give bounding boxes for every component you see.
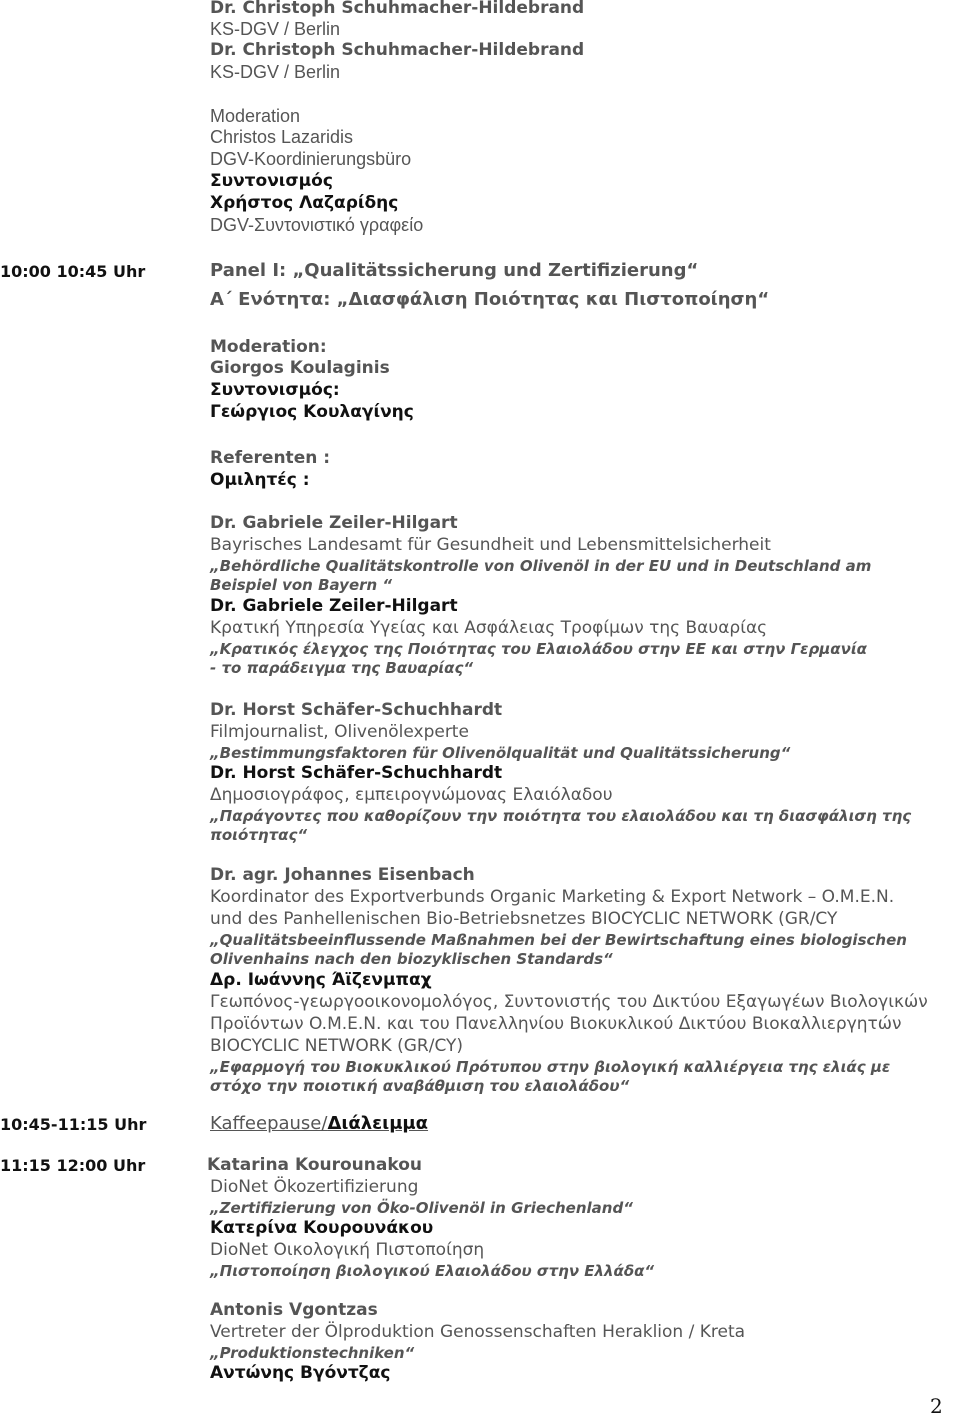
moderator-org: DGV-Koordinierungsbüro bbox=[210, 149, 412, 169]
speaker-org: Bayrisches Landesamt für Gesundheit und Lebensmittelsicherheit bbox=[210, 535, 771, 555]
speaker-name-gr: Dr. Horst Schäfer-Schuchhardt bbox=[210, 763, 503, 783]
chair-org: KS-DGV / Berlin bbox=[210, 19, 341, 39]
speaker-org: Vertreter der Ölproduktion Genossenschaften Heraklion / Kreta bbox=[210, 1322, 746, 1342]
talk-title: Beispiel von Bayern “ bbox=[210, 576, 393, 594]
moderation-label: Moderation bbox=[210, 106, 301, 126]
speaker-name-gr: Αντώνης Βγόντζας bbox=[210, 1363, 391, 1383]
speaker-org-gr: Προϊόντων O.M.E.N. και του Πανελληνίου Βιοκυκλικού Δικτύου Βιοκαλλιεργητών bbox=[210, 1014, 902, 1034]
talk-title: „Qualitätsbeeinflussende Maßnahmen bei der Bewirtschaftung eines biologischen bbox=[210, 931, 907, 949]
speaker-name: Dr. Gabriele Zeiler-Hilgart bbox=[210, 513, 458, 533]
talk-title-gr: στόχο την ποιοτική αναβάθμιση του ελαιολάδου“ bbox=[210, 1077, 630, 1095]
moderator-name: Christos Lazaridis bbox=[210, 127, 354, 147]
panel-title: Panel I: „Qualitätssicherung und Zertifizierung“ bbox=[210, 260, 699, 281]
break-time: 10:45-11:15 Uhr bbox=[0, 1115, 147, 1134]
moderator-name-gr: Χρήστος Λαζαρίδης bbox=[210, 193, 399, 213]
talk-title-gr: „Παράγοντες που καθορίζουν την ποιότητα του ελαιολάδου και τη διασφάλιση της bbox=[210, 807, 912, 825]
talk-title-gr: „Πιστοποίηση βιολογικού Ελαιολάδου στην Ελλάδα“ bbox=[210, 1262, 655, 1280]
speaker-org: Filmjournalist, Olivenölexperte bbox=[210, 722, 469, 742]
speaker-org-gr: Γεωπόνος-γεωργοοικονομολόγος, Συντονιστής του Δικτύου Εξαγωγέων Βιολογικών bbox=[210, 992, 928, 1012]
speaker-name-gr: Δρ. Ιωάννης Άϊζενμπαχ bbox=[210, 970, 432, 990]
speaker-org: DioNet Ökozertifizierung bbox=[210, 1177, 419, 1197]
speaker-org-gr: Δημοσιογράφος, εμπειρογνώμονας Ελαιόλαδου bbox=[210, 785, 613, 805]
speakers-label-gr: Ομιλητές : bbox=[210, 470, 310, 490]
talk-title: „Bestimmungsfaktoren für Olivenölqualität und Qualitätssicherung“ bbox=[210, 744, 791, 762]
speaker-name: Dr. Horst Schäfer-Schuchhardt bbox=[210, 700, 503, 720]
speaker-name: Antonis Vgontzas bbox=[210, 1300, 378, 1320]
speaker-org-gr: Κρατική Υπηρεσία Υγείας και Ασφάλειας Τροφίμων της Βαυαρίας bbox=[210, 618, 768, 638]
break-label bbox=[210, 1114, 428, 1134]
moderator-name-gr: Γεώργιος Κουλαγίνης bbox=[210, 402, 414, 422]
talk-title-gr: - το παράδειγμα της Βαυαρίας“ bbox=[210, 659, 474, 677]
break-label-gr: Διάλειμμα bbox=[327, 1113, 429, 1134]
speaker-org: und des Panhellenischen Bio-Betriebsnetzes BIOCYCLIC NETWORK (GR/CY bbox=[210, 909, 838, 929]
chair-org: KS-DGV / Berlin bbox=[210, 62, 341, 82]
talk-title: „Behördliche Qualitätskontrolle von Olivenöl in der EU und in Deutschland am bbox=[210, 557, 872, 575]
speakers-label: Referenten : bbox=[210, 448, 331, 468]
talk-title-gr: „Κρατικός έλεγχος της Ποιότητας του Ελαιολάδου στην ΕΕ και στην Γερμανία bbox=[210, 640, 867, 658]
talk-title-gr: „Εφαρμογή του Βιοκυκλικού Πρότυπου στην βιολογική καλλιέργεια της ελιάς με bbox=[210, 1058, 891, 1076]
chair-name: Dr. Christoph Schuhmacher-Hildebrand bbox=[210, 40, 585, 60]
session-time: 10:00 10:45 Uhr bbox=[0, 262, 146, 281]
session-time: 11:15 12:00 Uhr bbox=[0, 1156, 146, 1175]
moderator-org-gr: DGV-Συντονιστικό γραφείο bbox=[210, 215, 424, 235]
moderator-name: Giorgos Koulaginis bbox=[210, 358, 390, 378]
panel-title-gr: Α΄ Ενότητα: „Διασφάλιση Ποιότητας και Πιστοποίηση“ bbox=[210, 289, 770, 310]
talk-title: „Produktionstechniken“ bbox=[210, 1344, 415, 1362]
moderation-label: Moderation: bbox=[210, 337, 327, 357]
speaker-name-gr: Κατερίνα Κουρουνάκου bbox=[210, 1218, 434, 1238]
talk-title-gr: ποιότητας“ bbox=[210, 826, 308, 844]
chair-name: Dr. Christoph Schuhmacher-Hildebrand bbox=[210, 0, 585, 18]
talk-title: „Zertifizierung von Öko-Olivenöl in Griechenland“ bbox=[210, 1199, 633, 1217]
speaker-name-gr: Dr. Gabriele Zeiler-Hilgart bbox=[210, 596, 458, 616]
speaker-org-gr: BIOCYCLIC NETWORK (GR/CY) bbox=[210, 1036, 464, 1056]
page-number: 2 bbox=[930, 1394, 943, 1418]
talk-title: Olivenhains nach den biozyklischen Standards“ bbox=[210, 950, 613, 968]
speaker-org-gr: DioNet Οικολογική Πιστοποίηση bbox=[210, 1240, 485, 1260]
speaker-org: Koordinator des Exportverbunds Organic Marketing & Export Network – O.M.E.N. bbox=[210, 887, 895, 907]
speaker-name: Katarina Kourounakou bbox=[207, 1155, 422, 1175]
speaker-name: Dr. agr. Johannes Eisenbach bbox=[210, 865, 475, 885]
moderation-label-gr: Συντονισμός: bbox=[210, 380, 340, 400]
break-label-de: Kaffeepause/ bbox=[210, 1113, 328, 1134]
moderation-label-gr: Συντονισμός bbox=[210, 171, 333, 191]
